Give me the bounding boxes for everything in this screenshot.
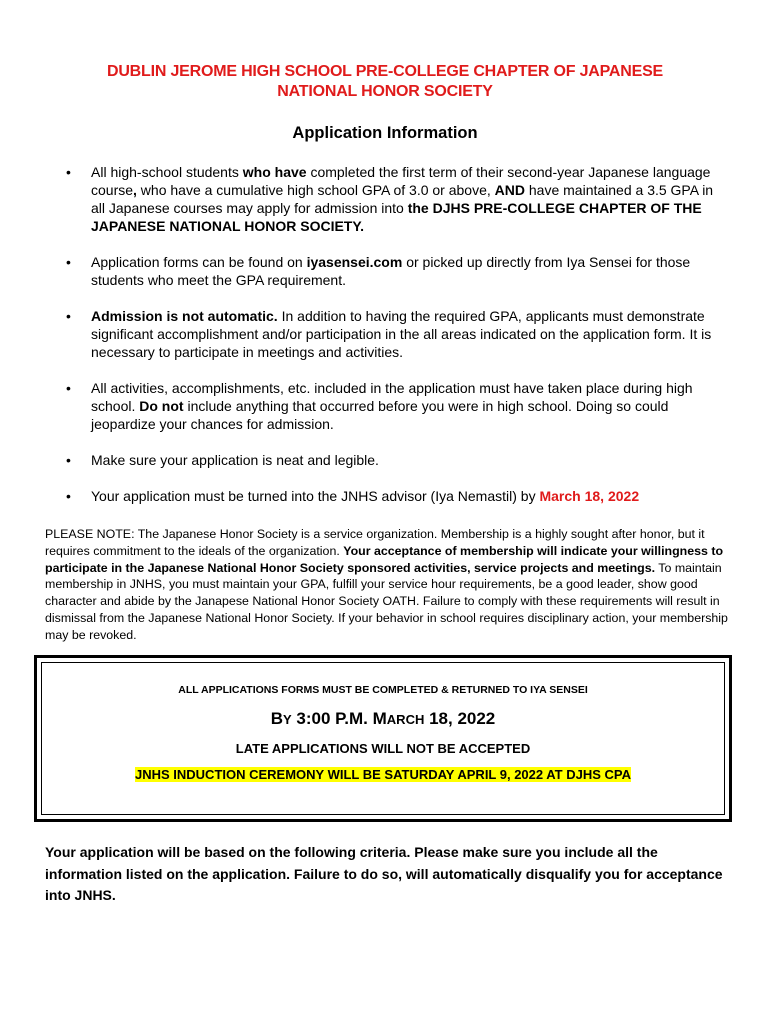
due-date: March 18, 2022 bbox=[539, 488, 640, 504]
list-item bbox=[66, 487, 726, 505]
item-bold-text: AND bbox=[494, 182, 525, 198]
item-bold-text: , bbox=[133, 182, 137, 198]
item-text: or picked up directly from Iya Sensei for those students who meet the GPA requirement. bbox=[91, 254, 691, 288]
title-line-1: DUBLIN JEROME HIGH SCHOOL PRE-COLLEGE CHAPTER OF JAPANESE bbox=[106, 63, 664, 80]
note-bold-text: Your acceptance of membership will indicate your willingness to participate in the Japanese National Honor Society sponsored activities, service projects and meetings. bbox=[45, 543, 724, 575]
criteria-paragraph: Your application will be based on the following criteria. Please make sure you include all the information listed on the application. Failure to do so, will automatically disqualify you for acceptance into JNHS. bbox=[45, 844, 723, 903]
deadline-text bbox=[34, 709, 732, 729]
bullet-icon: • bbox=[66, 452, 71, 468]
requirements-list bbox=[66, 163, 726, 523]
item-text: In addition to having the required GPA, applicants must demonstrate significant accomplishment and/or participation in the all areas indicated on the application form. It is necessary to participate in meetings and activities. bbox=[91, 308, 712, 360]
item-bold-text: Admission is not automatic. bbox=[91, 308, 278, 324]
title-line-2: NATIONAL HONOR SOCIETY bbox=[277, 83, 493, 100]
item-text: Application forms can be found on bbox=[91, 254, 307, 270]
item-text: All high-school students bbox=[91, 164, 243, 180]
bullet-icon: • bbox=[66, 164, 71, 180]
deadline-part: ARCH bbox=[386, 712, 425, 727]
item-text: Make sure your application is neat and legible. bbox=[91, 452, 379, 468]
item-bold-text: who have bbox=[242, 164, 307, 180]
deadline-part: 18, 2022 bbox=[424, 709, 496, 728]
item-bold-text: the DJHS PRE-COLLEGE CHAPTER OF THE JAPANESE NATIONAL HONOR SOCIETY. bbox=[91, 200, 702, 234]
document-title bbox=[0, 62, 770, 102]
induction-ceremony-notice bbox=[34, 767, 732, 782]
website-link-text: iyasensei.com bbox=[306, 254, 403, 270]
note-text: To maintain membership in JNHS, you must maintain your GPA, fulfill your service hour requirements, be a good leader, show good character and abide by the Janapese National Honor Society OATH. Failure to comply with these requirements will result in dismissal from the Japanese National Honor Society. If your behavior in school requires disciplinary action, your membership may be revoked. bbox=[45, 560, 728, 642]
item-text: completed the first term of their second-year Japanese language course bbox=[91, 164, 711, 198]
list-item bbox=[66, 253, 726, 289]
list-item bbox=[66, 451, 726, 469]
item-text: who have a cumulative high school GPA of 3.0 or above, bbox=[136, 182, 495, 198]
list-item bbox=[66, 307, 726, 361]
item-text: All activities, accomplishments, etc. included in the application must have taken place during high school. bbox=[91, 380, 693, 414]
list-item bbox=[66, 163, 726, 235]
item-bold-text: Do not bbox=[139, 398, 184, 414]
bullet-icon: • bbox=[66, 380, 71, 396]
note-text: PLEASE NOTE: The Japanese Honor Society is a service organization. Membership is a highly sought after honor, but it requires commitment to the ideals of the organization. bbox=[45, 527, 705, 558]
deadline-box bbox=[34, 655, 732, 822]
item-text: Your application must be turned into the JNHS advisor (Iya Nemastil) by bbox=[91, 488, 540, 504]
item-text: have maintained a 3.5 GPA in all Japanese courses may apply for admission into bbox=[91, 182, 714, 216]
item-text: include anything that occurred before you were in high school. Doing so could jeopardize your chances for admission. bbox=[91, 398, 669, 432]
bullet-icon: • bbox=[66, 308, 71, 324]
deadline-part: Y bbox=[283, 712, 292, 727]
deadline-part: B bbox=[270, 709, 283, 728]
deadline-part: M bbox=[372, 709, 387, 728]
section-heading: Application Information bbox=[292, 124, 478, 142]
deadline-part: 3:00 P.M. bbox=[291, 709, 373, 728]
return-instructions: ALL APPLICATIONS FORMS MUST BE COMPLETED & RETURNED TO IYA SENSEI bbox=[178, 684, 588, 696]
bullet-icon: • bbox=[66, 488, 71, 504]
please-note-paragraph bbox=[45, 526, 730, 644]
list-item bbox=[66, 379, 726, 433]
late-applications-notice: LATE APPLICATIONS WILL NOT BE ACCEPTED bbox=[235, 741, 531, 756]
highlighted-text: JNHS INDUCTION CEREMONY WILL BE SATURDAY APRIL 9, 2022 AT DJHS CPA bbox=[134, 767, 631, 782]
bullet-icon: • bbox=[66, 254, 71, 270]
